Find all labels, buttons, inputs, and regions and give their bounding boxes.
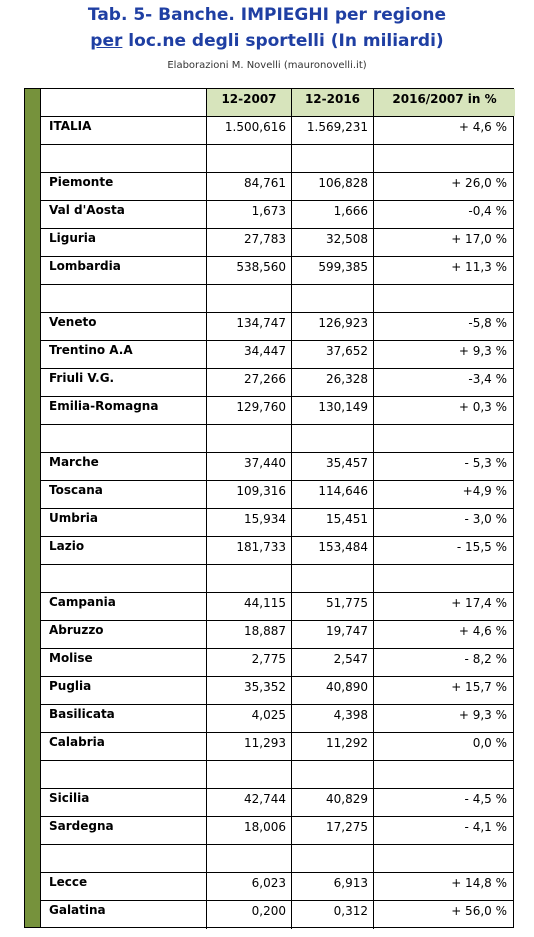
value-2007-cell (206, 761, 291, 788)
value-2016-cell: 114,646 (291, 481, 373, 508)
region-cell: Trentino A.A (49, 343, 133, 357)
region-cell: Campania (49, 595, 116, 609)
value-2016-cell (291, 145, 373, 172)
region-cell: Umbria (49, 511, 98, 525)
value-2007-cell: 129,760 (206, 397, 291, 424)
region-cell: Lombardia (49, 259, 121, 273)
table-subtitle: Elaborazioni M. Novelli (mauronovelli.it) (167, 60, 367, 71)
region-cell: Piemonte (49, 175, 114, 189)
change-pct-cell: + 56,0 % (373, 901, 515, 929)
value-2007-cell (206, 565, 291, 592)
change-pct-cell: - 8,2 % (373, 649, 515, 676)
region-cell: Val d'Aosta (49, 203, 125, 217)
header-cell-2007: 12-2007 (206, 89, 291, 116)
value-2016-cell: 17,275 (291, 817, 373, 844)
region-cell: ITALIA (49, 119, 92, 133)
table-row (41, 761, 513, 789)
table-row (41, 733, 513, 761)
table-row (41, 117, 513, 145)
change-pct-cell: -5,8 % (373, 313, 515, 340)
value-2016-cell: 26,328 (291, 369, 373, 396)
region-cell (41, 285, 206, 312)
region-cell: Abruzzo (49, 623, 104, 637)
table-row (41, 705, 513, 733)
value-2016-cell: 32,508 (291, 229, 373, 256)
value-2007-cell: 1.500,616 (206, 117, 291, 144)
value-2016-cell: 130,149 (291, 397, 373, 424)
region-cell (41, 845, 206, 872)
change-pct-cell: + 26,0 % (373, 173, 515, 200)
table-row (41, 453, 513, 481)
region-cell: Lazio (49, 539, 85, 553)
value-2007-cell: 4,025 (206, 705, 291, 732)
value-2016-cell: 1.569,231 (291, 117, 373, 144)
table-row (41, 397, 513, 425)
value-2007-cell: 15,934 (206, 509, 291, 536)
value-2016-cell: 6,913 (291, 873, 373, 900)
table-title-line2 (0, 31, 534, 51)
change-pct-cell (373, 145, 515, 172)
table-row (41, 817, 513, 845)
value-2016-cell (291, 845, 373, 872)
region-cell: Galatina (49, 903, 106, 917)
region-cell (41, 425, 206, 452)
region-cell: Basilicata (49, 707, 115, 721)
region-cell: Liguria (49, 231, 97, 245)
table-row (41, 229, 513, 257)
change-pct-cell: + 11,3 % (373, 257, 515, 284)
table-row (41, 621, 513, 649)
value-2016-cell: 19,747 (291, 621, 373, 648)
value-2016-cell: 2,547 (291, 649, 373, 676)
value-2007-cell: 109,316 (206, 481, 291, 508)
table-row (41, 873, 513, 901)
value-2007-cell: 18,006 (206, 817, 291, 844)
table-row (41, 341, 513, 369)
region-cell: Molise (49, 651, 93, 665)
region-cell: Marche (49, 455, 99, 469)
change-pct-cell: + 17,0 % (373, 229, 515, 256)
title-per: per (90, 31, 123, 51)
value-2007-cell: 11,293 (206, 733, 291, 760)
region-cell (41, 761, 206, 788)
table-row (41, 285, 513, 313)
region-cell: Sardegna (49, 819, 114, 833)
change-pct-cell (373, 845, 515, 872)
change-pct-cell: -0,4 % (373, 201, 515, 228)
region-cell: Calabria (49, 735, 105, 749)
region-cell: Friuli V.G. (49, 371, 115, 385)
change-pct-cell: - 4,5 % (373, 789, 515, 816)
table-row (41, 565, 513, 593)
table-row (41, 425, 513, 453)
change-pct-cell (373, 761, 515, 788)
table-row (41, 845, 513, 873)
value-2016-cell: 0,312 (291, 901, 373, 929)
table-row (41, 369, 513, 397)
value-2016-cell: 37,652 (291, 341, 373, 368)
value-2016-cell: 1,666 (291, 201, 373, 228)
value-2007-cell: 27,266 (206, 369, 291, 396)
region-cell (41, 145, 206, 172)
value-2007-cell: 84,761 (206, 173, 291, 200)
region-cell: Emilia-Romagna (49, 399, 159, 413)
value-2007-cell: 181,733 (206, 537, 291, 564)
value-2016-cell: 51,775 (291, 593, 373, 620)
value-2016-cell: 40,829 (291, 789, 373, 816)
value-2007-cell: 27,783 (206, 229, 291, 256)
table-row (41, 901, 513, 929)
value-2007-cell: 2,775 (206, 649, 291, 676)
value-2016-cell: 599,385 (291, 257, 373, 284)
table-row (41, 481, 513, 509)
change-pct-cell: - 5,3 % (373, 453, 515, 480)
region-cell: Puglia (49, 679, 92, 693)
table-row (41, 593, 513, 621)
change-pct-cell: + 9,3 % (373, 705, 515, 732)
header-cell-pct: 2016/2007 in % (373, 89, 515, 116)
value-2007-cell: 34,447 (206, 341, 291, 368)
side-stripe (25, 89, 41, 927)
table-row (41, 509, 513, 537)
value-2007-cell: 6,023 (206, 873, 291, 900)
region-cell: Veneto (49, 315, 97, 329)
value-2007-cell (206, 145, 291, 172)
change-pct-cell: + 14,8 % (373, 873, 515, 900)
change-pct-cell (373, 425, 515, 452)
change-pct-cell: + 15,7 % (373, 677, 515, 704)
value-2016-cell (291, 565, 373, 592)
change-pct-cell: - 15,5 % (373, 537, 515, 564)
data-table (24, 88, 514, 928)
table-row (41, 145, 513, 173)
value-2016-cell: 106,828 (291, 173, 373, 200)
table-title: Tab. 5- Banche. IMPIEGHI per regione (87, 5, 447, 25)
title-rest: loc.ne degli sportelli (In miliardi) (122, 31, 444, 51)
change-pct-cell: + 4,6 % (373, 621, 515, 648)
value-2007-cell: 1,673 (206, 201, 291, 228)
table-row (41, 789, 513, 817)
value-2016-cell (291, 285, 373, 312)
value-2016-cell: 35,457 (291, 453, 373, 480)
change-pct-cell: - 3,0 % (373, 509, 515, 536)
region-cell: Sicilia (49, 791, 90, 805)
table-row (41, 537, 513, 565)
change-pct-cell: -3,4 % (373, 369, 515, 396)
value-2007-cell: 37,440 (206, 453, 291, 480)
value-2016-cell (291, 761, 373, 788)
value-2016-cell: 126,923 (291, 313, 373, 340)
value-2007-cell (206, 285, 291, 312)
table-row (41, 677, 513, 705)
change-pct-cell: + 4,6 % (373, 117, 515, 144)
header-cell-region (41, 89, 206, 116)
table-row (41, 313, 513, 341)
value-2007-cell (206, 845, 291, 872)
value-2007-cell: 18,887 (206, 621, 291, 648)
value-2016-cell: 40,890 (291, 677, 373, 704)
value-2007-cell: 134,747 (206, 313, 291, 340)
region-cell (41, 565, 206, 592)
change-pct-cell: 0,0 % (373, 733, 515, 760)
change-pct-cell: + 0,3 % (373, 397, 515, 424)
value-2007-cell: 42,744 (206, 789, 291, 816)
value-2007-cell (206, 425, 291, 452)
value-2007-cell: 44,115 (206, 593, 291, 620)
header-row (41, 89, 513, 117)
value-2007-cell: 538,560 (206, 257, 291, 284)
value-2016-cell: 4,398 (291, 705, 373, 732)
change-pct-cell: + 9,3 % (373, 341, 515, 368)
table-row (41, 201, 513, 229)
change-pct-cell: - 4,1 % (373, 817, 515, 844)
region-cell: Lecce (49, 875, 88, 889)
value-2007-cell: 35,352 (206, 677, 291, 704)
value-2016-cell (291, 425, 373, 452)
table-row (41, 257, 513, 285)
value-2007-cell: 0,200 (206, 901, 291, 929)
table-row (41, 173, 513, 201)
value-2016-cell: 11,292 (291, 733, 373, 760)
change-pct-cell (373, 565, 515, 592)
value-2016-cell: 153,484 (291, 537, 373, 564)
header-cell-2016: 12-2016 (291, 89, 373, 116)
table-row (41, 649, 513, 677)
region-cell: Toscana (49, 483, 103, 497)
change-pct-cell: +4,9 % (373, 481, 515, 508)
change-pct-cell: + 17,4 % (373, 593, 515, 620)
value-2016-cell: 15,451 (291, 509, 373, 536)
change-pct-cell (373, 285, 515, 312)
